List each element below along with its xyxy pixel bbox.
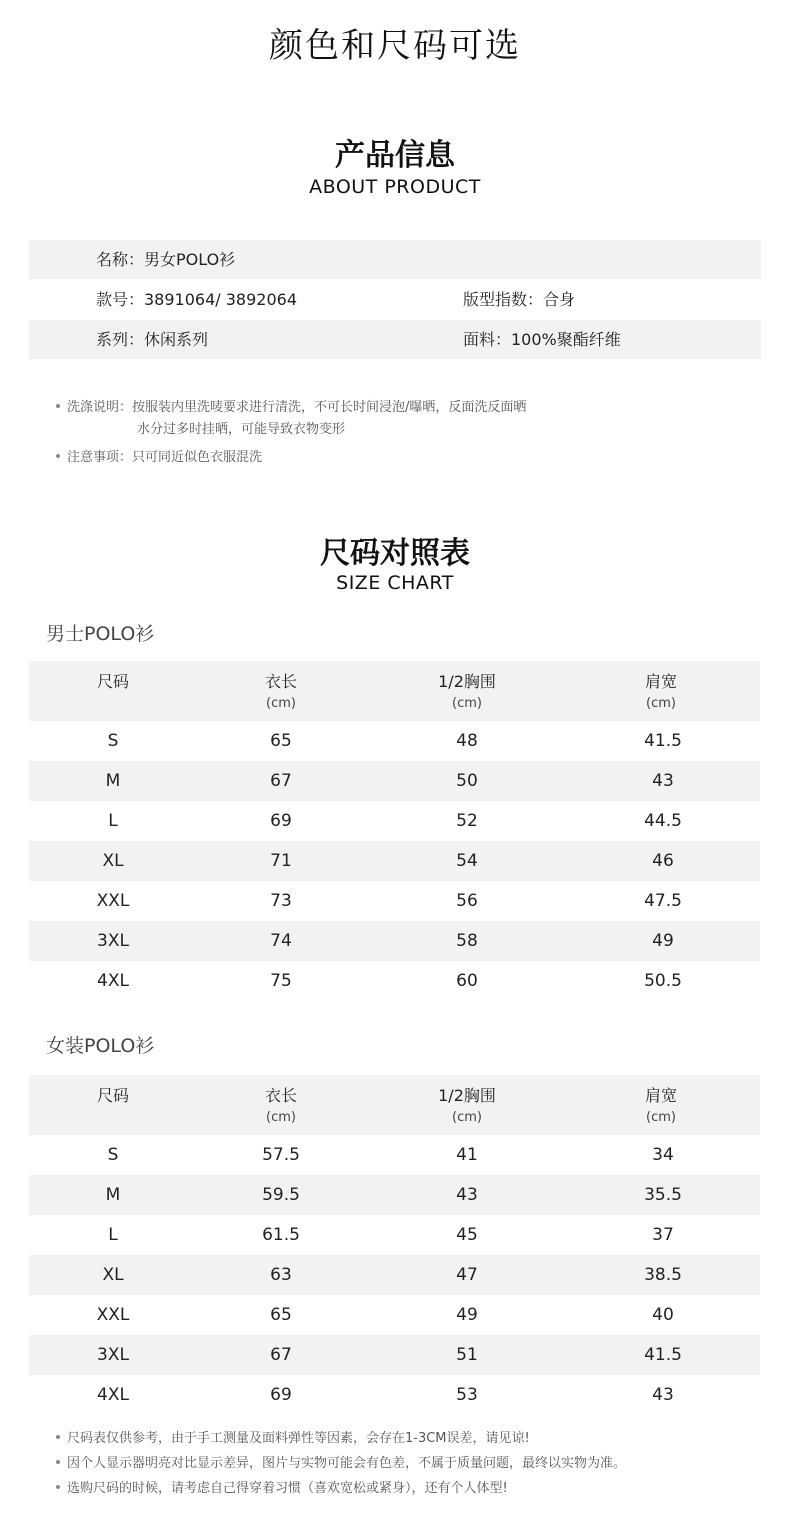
header-shoulder: 肩宽 (cm) [644, 672, 678, 711]
size-cell: 3XL [97, 1345, 129, 1365]
chest-cell: 50 [456, 771, 478, 791]
info-row-name [29, 240, 761, 279]
chest-cell: 52 [456, 811, 478, 831]
size-cell: 3XL [97, 931, 129, 951]
men-table-label: 男士POLO衫 [46, 623, 155, 645]
table-row [29, 1255, 760, 1295]
shoulder-cell: 46 [652, 851, 674, 871]
length-cell: 61.5 [262, 1225, 300, 1245]
chest-cell: 41 [456, 1145, 478, 1165]
size-cell: M [105, 771, 121, 791]
length-cell: 63 [270, 1265, 292, 1285]
length-cell: 59.5 [262, 1185, 300, 1205]
size-cell: 4XL [97, 971, 129, 991]
info-fabric: 面料：100%聚酯纤维 [463, 330, 621, 349]
length-cell: 75 [270, 971, 292, 991]
table-row [29, 841, 760, 881]
table-row [29, 1175, 760, 1215]
table-row [29, 1135, 760, 1175]
size-cell: M [105, 1185, 121, 1205]
length-cell: 65 [270, 1305, 292, 1325]
footnote-2: 因个人显示器明亮对比显示差异，图片与实物可能会有色差，不属于质量问题，最终以实物为准。 [56, 1451, 626, 1476]
header-chest: 1/2胸围 (cm) [438, 672, 496, 711]
header-length: 衣长 (cm) [264, 672, 298, 711]
table-row [29, 961, 760, 1001]
header-size: 尺码 [96, 1086, 130, 1105]
table-row [29, 1375, 760, 1415]
size-chart-title: 尺码对照表 [320, 536, 470, 571]
size-chart-subtitle: SIZE CHART [336, 572, 454, 594]
shoulder-cell: 43 [652, 771, 674, 791]
chest-cell: 47 [456, 1265, 478, 1285]
header-length: 衣长 (cm) [264, 1086, 298, 1125]
table-row [29, 1335, 760, 1375]
table-header [29, 1075, 760, 1135]
women-size-table [29, 1075, 760, 1415]
bullet-icon [56, 1485, 60, 1489]
chest-cell: 49 [456, 1305, 478, 1325]
info-fit: 版型指数：合身 [463, 290, 576, 309]
shoulder-cell: 50.5 [644, 971, 682, 991]
bullet-icon [56, 404, 60, 408]
chest-cell: 54 [456, 851, 478, 871]
chest-cell: 45 [456, 1225, 478, 1245]
bullet-icon [56, 1460, 60, 1464]
info-row-style [29, 280, 761, 319]
page-title: 颜色和尺码可选 [269, 26, 521, 66]
size-cell: XXL [96, 891, 130, 911]
table-row [29, 1215, 760, 1255]
length-cell: 69 [270, 811, 292, 831]
header-size: 尺码 [96, 672, 130, 691]
shoulder-cell: 41.5 [644, 731, 682, 751]
shoulder-cell: 47.5 [644, 891, 682, 911]
size-cell: S [107, 731, 119, 751]
size-cell: XL [102, 1265, 124, 1285]
size-cell: S [107, 1145, 119, 1165]
wash-instructions: 洗涤说明：按服装内里洗唛要求进行清洗，不可长时间浸泡/曝晒，反面洗反面晒 [56, 397, 526, 419]
size-cell: L [108, 1225, 118, 1245]
info-name: 名称：男女POLO衫 [96, 250, 236, 269]
size-cell: XXL [96, 1305, 130, 1325]
chest-cell: 60 [456, 971, 478, 991]
chest-cell: 58 [456, 931, 478, 951]
chest-cell: 51 [456, 1345, 478, 1365]
shoulder-cell: 35.5 [644, 1185, 682, 1205]
size-cell: XL [102, 851, 124, 871]
shoulder-cell: 34 [652, 1145, 674, 1165]
info-series: 系列：休闲系列 [96, 330, 209, 349]
table-row [29, 1295, 760, 1335]
size-cell: 4XL [97, 1385, 129, 1405]
table-row [29, 881, 760, 921]
chest-cell: 53 [456, 1385, 478, 1405]
header-shoulder: 肩宽 (cm) [644, 1086, 678, 1125]
table-row [29, 801, 760, 841]
women-table-label: 女装POLO衫 [46, 1035, 155, 1057]
table-row [29, 921, 760, 961]
size-cell: L [108, 811, 118, 831]
table-row [29, 721, 760, 761]
shoulder-cell: 41.5 [644, 1345, 682, 1365]
chest-cell: 56 [456, 891, 478, 911]
wash-instructions-cont: 水分过多时挂晒，可能导致衣物变形 [137, 422, 346, 437]
about-title: 产品信息 [335, 138, 455, 173]
header-chest: 1/2胸围 (cm) [438, 1086, 496, 1125]
info-row-series [29, 320, 761, 359]
length-cell: 67 [270, 1345, 292, 1365]
table-row [29, 761, 760, 801]
shoulder-cell: 44.5 [644, 811, 682, 831]
shoulder-cell: 40 [652, 1305, 674, 1325]
men-size-table [29, 661, 760, 1001]
about-subtitle: ABOUT PRODUCT [309, 176, 481, 198]
footnote-1: 尺码表仅供参考，由于手工测量及面料弹性等因素，会存在1-3CM误差，请见谅! [56, 1426, 530, 1451]
length-cell: 69 [270, 1385, 292, 1405]
caution-note: 注意事项：只可同近似色衣服混洗 [56, 447, 262, 469]
shoulder-cell: 49 [652, 931, 674, 951]
length-cell: 73 [270, 891, 292, 911]
chest-cell: 43 [456, 1185, 478, 1205]
length-cell: 67 [270, 771, 292, 791]
info-style-number: 款号：3891064/ 3892064 [96, 290, 297, 309]
length-cell: 57.5 [262, 1145, 300, 1165]
footnote-3: 选购尺码的时候，请考虑自己得穿着习惯（喜欢宽松或紧身），还有个人体型! [56, 1476, 508, 1501]
length-cell: 65 [270, 731, 292, 751]
shoulder-cell: 37 [652, 1225, 674, 1245]
shoulder-cell: 43 [652, 1385, 674, 1405]
shoulder-cell: 38.5 [644, 1265, 682, 1285]
table-header [29, 661, 760, 721]
bullet-icon [56, 1435, 60, 1439]
length-cell: 74 [270, 931, 292, 951]
chest-cell: 48 [456, 731, 478, 751]
length-cell: 71 [270, 851, 292, 871]
bullet-icon [56, 454, 60, 458]
